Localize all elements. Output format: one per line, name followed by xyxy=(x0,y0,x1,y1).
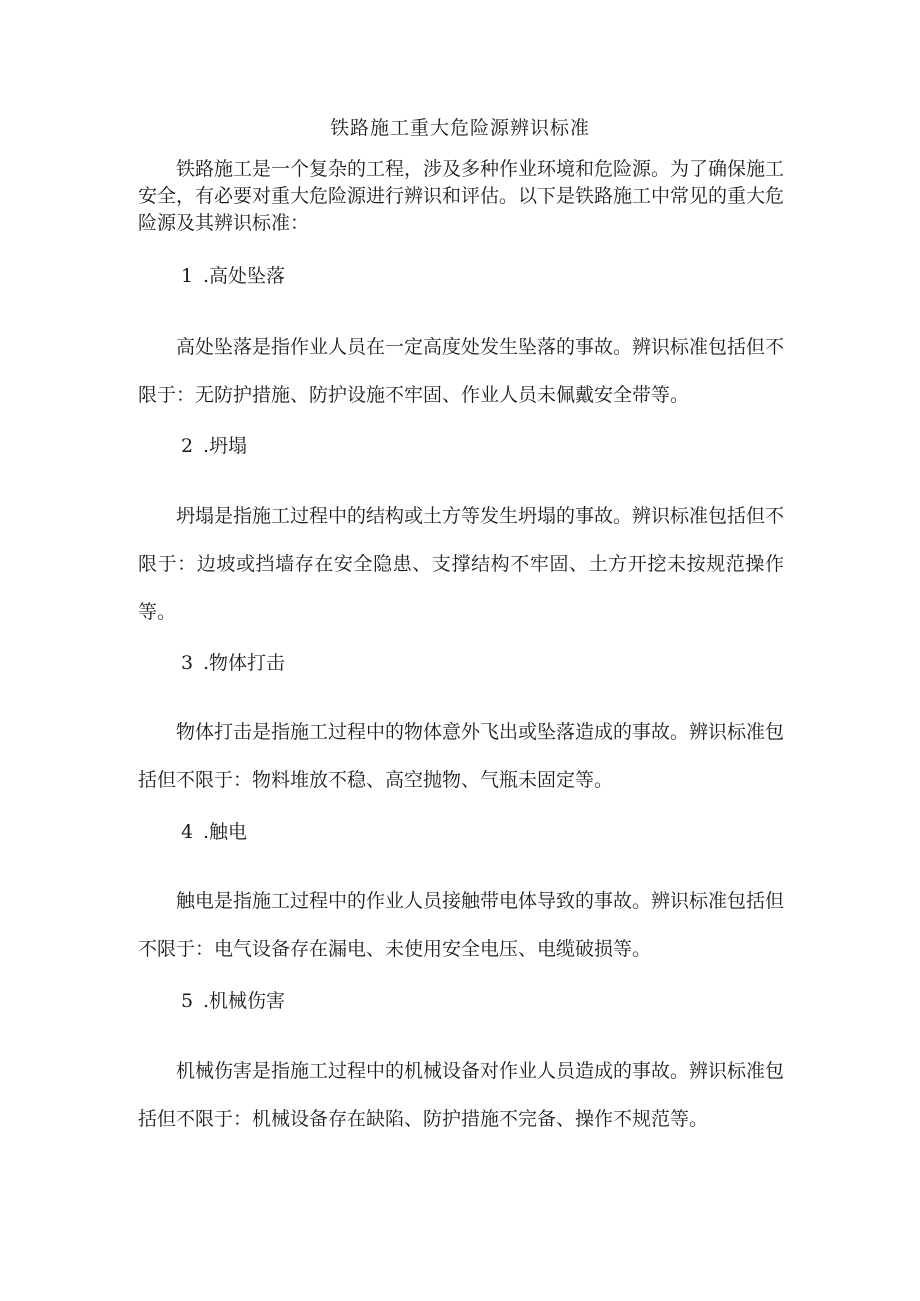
section-paragraph-1: 高处坠落是指作业人员在一定高度处发生坠落的事故。辨识标准包括但不限于：无防护措施、防护设施不牢固、作业人员未佩戴安全带等。 xyxy=(138,336,785,406)
section-number: 5 xyxy=(181,990,194,1012)
section-heading-2 xyxy=(181,434,247,458)
section-title: .坍塌 xyxy=(203,435,248,457)
section-title: .高处坠落 xyxy=(203,265,286,287)
section-number: 4 xyxy=(181,821,194,843)
section-paragraph-3: 物体打击是指施工过程中的物体意外飞出或坠落造成的事故。辨识标准包括但不限于：物料堆放不稳、高空抛物、气瓶未固定等。 xyxy=(138,721,785,791)
section-number: 2 xyxy=(181,435,194,457)
intro-paragraph: 铁路施工是一个复杂的工程，涉及多种作业环境和危险源。为了确保施工安全，有必要对重大危险源进行辨识和评估。以下是铁路施工中常见的重大危险源及其辨识标准： xyxy=(138,158,785,234)
section-title: .物体打击 xyxy=(203,652,286,674)
section-title: .机械伤害 xyxy=(203,990,286,1012)
document-title: 铁路施工重大危险源辨识标准 xyxy=(329,117,590,139)
section-paragraph-5: 机械伤害是指施工过程中的机械设备对作业人员造成的事故。辨识标准包括但不限于：机械设备存在缺陷、防护措施不完备、操作不规范等。 xyxy=(138,1060,785,1130)
section-paragraph-2: 坍塌是指施工过程中的结构或土方等发生坍塌的事故。辨识标准包括但不限于：边坡或挡墙存在安全隐患、支撑结构不牢固、土方开挖未按规范操作等。 xyxy=(138,505,785,623)
section-heading-4 xyxy=(181,820,247,844)
section-heading-1 xyxy=(181,264,285,288)
section-heading-5 xyxy=(181,989,285,1013)
section-heading-3 xyxy=(181,651,285,675)
section-title: .触电 xyxy=(203,821,248,843)
section-paragraph-4: 触电是指施工过程中的作业人员接触带电体导致的事故。辨识标准包括但不限于：电气设备存在漏电、未使用安全电压、电缆破损等。 xyxy=(138,890,785,960)
section-number: 1 xyxy=(181,265,194,287)
section-number: 3 xyxy=(181,652,194,674)
